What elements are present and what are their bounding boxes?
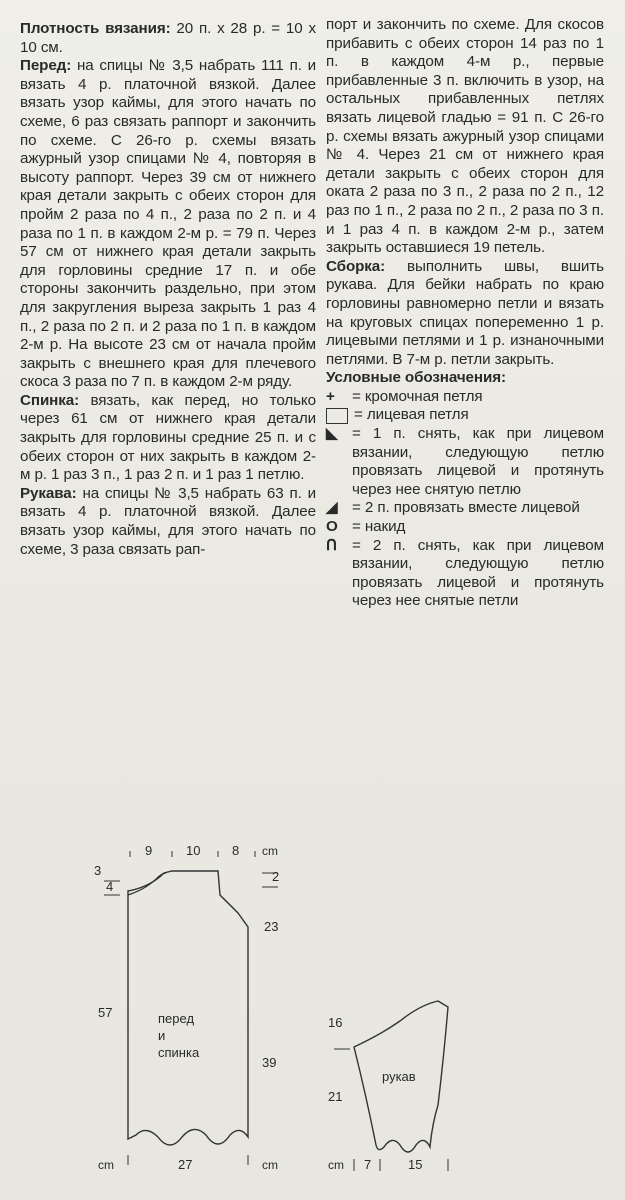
density-text: 20 п. х 28 р. = 10 х 10 см. bbox=[20, 20, 316, 56]
front-outline bbox=[128, 871, 248, 1145]
double-dec-icon: ᑎ bbox=[326, 536, 338, 554]
assembly-label: Сборка: bbox=[326, 257, 386, 275]
right-text-column bbox=[326, 16, 604, 611]
bottom-unit-left: cm bbox=[98, 1158, 114, 1172]
k2tog-triangle-icon: ◢ bbox=[326, 499, 338, 517]
legend-text: = 1 п. снять, как при лицевом вязании, следующую петлю провязать лицевой и протянуть через нее снятую петлю bbox=[352, 425, 604, 498]
sleeve-dim-21: 21 bbox=[328, 1089, 343, 1104]
bottom-unit-right: cm bbox=[262, 1158, 278, 1172]
left-dim-4: 4 bbox=[106, 879, 114, 894]
density-label: Плотность вязания: bbox=[20, 20, 171, 37]
legend-text: = накид bbox=[352, 518, 406, 536]
legend-item bbox=[326, 518, 604, 537]
assembly-paragraph bbox=[326, 258, 604, 370]
sleeves-continued: порт и закончить по схеме. Для скосов прибавить с обеих сторон 14 раз по 1 п. в каждом 4-м р., первые прибавленные 3 п. включить в узор, на остальных прибавленных петлях вязать лицевой гладью = 91 п. С 26-го р. схемы вязать ажурный узор спицами № 4. Через 21 см от нижнего края детали закрыть с обеих сторон для оката 2 раза по 3 п., 2 раза по 2 п., 12 раз по 1 п., 2 раза по 2 п., 2 раза по 3 п. и 1 раз 4 п. в каждом 2-м р., затем закрыть оставшиеся 19 петель. bbox=[326, 16, 604, 257]
yarn-over-icon: O bbox=[326, 518, 338, 536]
sleeve-bottom-unit: cm bbox=[328, 1158, 344, 1172]
sleeves-label: Рукава: bbox=[20, 484, 77, 502]
right-dim-23: 23 bbox=[264, 919, 279, 934]
right-dim-2: 2 bbox=[272, 869, 280, 884]
sleeves-paragraph bbox=[20, 485, 316, 559]
knit-box-icon bbox=[326, 408, 348, 424]
sleeve-bottom-15: 15 bbox=[408, 1157, 423, 1172]
legend-item bbox=[326, 537, 604, 611]
front-label: Перед: bbox=[20, 57, 72, 75]
sleeve-bottom-7: 7 bbox=[364, 1157, 372, 1172]
legend-text: = кромочная петля bbox=[352, 387, 483, 405]
front-text: на спицы № 3,5 набрать 111 п. и вязать 4 р. платочной вязкой. Далее вязать узор каймы, для этого начать по схеме, 6 раз связать раппорт и закончить по схеме. С 26-го р. схемы вязать ажурный узор спицами № 4, повторяя в высоту раппорт. Через 39 см от нижнего края детали закрыть с обеих сторон для пройм 2 раза по 4 п., 2 раза по 2 п. и 4 раза по 1 п. в каждом 2-м р. = 79 п. Через 57 см от нижнего края детали закрыть для горловины средние 17 п. и обе стороны закончить раздельно, при этом для закругления выреза закрыть 1 раз 4 п., 2 раза по 2 п. и 2 раза по 1 п. в каждом 2-м р. На высоте 23 см от начала пройм закрыть с внешнего края для плечевого скоса 3 раза по 7 п. в каждом 2-м ряду. bbox=[20, 57, 316, 391]
front-paragraph bbox=[20, 57, 316, 392]
right-dim-39: 39 bbox=[262, 1055, 277, 1070]
bottom-dim-27: 27 bbox=[178, 1157, 193, 1172]
legend-text: = 2 п. снять, как при лицевом вязании, следующую петлю провязать лицевой и протянуть через нее снятые петли bbox=[352, 536, 604, 610]
left-text-column bbox=[20, 20, 316, 559]
left-dim-3: 3 bbox=[94, 863, 102, 878]
piece-label-line1: перед bbox=[158, 1011, 195, 1026]
top-dim-3: 8 bbox=[232, 843, 240, 858]
top-dim-2: 10 bbox=[186, 843, 201, 858]
legend-item bbox=[326, 406, 604, 425]
front-back-schematic bbox=[90, 835, 300, 1180]
legend-item bbox=[326, 499, 604, 518]
top-dim-1: 9 bbox=[145, 843, 153, 858]
sleeve-label: рукав bbox=[382, 1069, 416, 1084]
legend-item bbox=[326, 425, 604, 499]
piece-label-line3: спинка bbox=[158, 1045, 200, 1060]
piece-label-line2: и bbox=[158, 1028, 166, 1043]
back-label: Спинка: bbox=[20, 391, 80, 409]
legend bbox=[326, 388, 604, 611]
back-paragraph bbox=[20, 392, 316, 485]
legend-title: Условные обозначения: bbox=[326, 369, 506, 387]
density-paragraph bbox=[20, 20, 316, 57]
sleeves-text: на спицы № 3,5 набрать 63 п. и вязать 4 р. платочной вязкой. Далее вязать узор каймы, для этого начать по схеме, 3 раза связать рап- bbox=[20, 484, 316, 558]
sleeve-dim-16: 16 bbox=[328, 1015, 343, 1030]
legend-item bbox=[326, 388, 604, 407]
sleeve-schematic bbox=[320, 995, 470, 1185]
legend-text: = лицевая петля bbox=[354, 406, 469, 424]
edge-stitch-icon: + bbox=[326, 387, 335, 405]
top-unit: cm bbox=[262, 844, 278, 858]
legend-text: = 2 п. провязать вместе лицевой bbox=[352, 499, 580, 517]
left-dim-57: 57 bbox=[98, 1005, 113, 1020]
ssk-triangle-icon: ◣ bbox=[326, 425, 338, 443]
assembly-text: выполнить швы, вшить рукава. Для бейки набрать по краю горловины равномерно петли и вязать на круговых спицах попеременно 1 р. лицевыми петлями и 1 р. изнаночными петлями. В 7-м р. петли закрыть. bbox=[326, 257, 604, 368]
back-text: вязать, как перед, но только через 61 см от нижнего края детали закрыть для горловины средние 25 п. и с обеих сторон от них закрыть в каждом 2-м р. 1 раз 3 п., 1 раз 2 п. и 1 раз 1 петлю. bbox=[20, 391, 316, 484]
